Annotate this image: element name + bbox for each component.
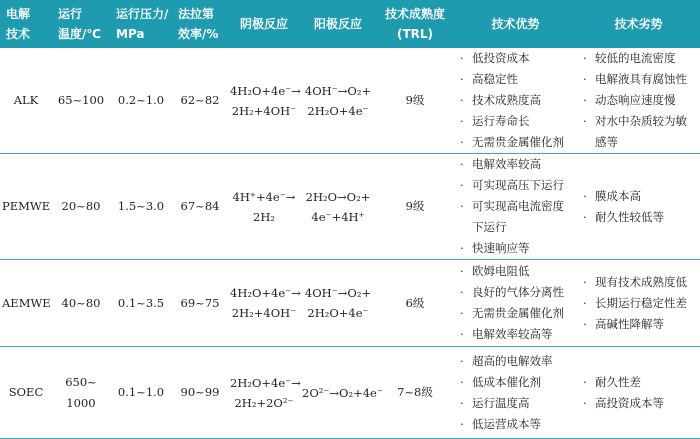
advantages-list [454,347,577,439]
list-item-text: 可实现高压下运行 [472,178,564,192]
bullet-icon: · [460,51,464,65]
anode-reaction [300,154,376,260]
list-item [583,132,698,153]
temp-line: 1000 [66,395,96,410]
cathode-reaction [228,154,300,260]
header-faraday: 法拉第 效率/% [172,0,228,48]
cathode-reaction [228,260,300,347]
operating-pressure: 0.2~1.0 [110,48,172,154]
list-item [460,303,575,324]
bullet-icon: · [460,178,464,192]
list-item [460,90,575,111]
list-item-text: 较低的电流密度 [595,51,676,65]
disadvantages-list [577,260,700,347]
bullet-icon: · [583,114,587,128]
list-item [460,132,575,153]
list-item [460,111,575,132]
list-item-text: 低成本催化剂 [472,374,541,389]
header-disadvantages: 技术劣势 [577,0,700,48]
anode-line: 2O²⁻→O₂+4e⁻ [302,385,383,400]
anode-line: 2H₂O→O₂+ [305,189,371,204]
list-item-text: 电解效率较高等 [472,327,553,341]
table-row [0,48,700,154]
bullet-icon: · [460,264,464,278]
tech-name: PEMWE [0,154,52,260]
bullet-icon: · [460,241,464,255]
bullet-icon: · [583,93,587,107]
list-item-text: 高碱性降解等 [595,316,664,331]
cathode-line: 4H₂O+4e⁻→ [230,286,301,300]
cathode-line: 4H₂O+4e⁻→ [230,83,301,98]
advantages-list [454,260,577,347]
advantages-list [454,48,577,154]
list-item [460,414,575,435]
cathode-reaction [228,48,300,154]
list-item-text: 运行寿命长 [472,114,530,128]
list-item [583,207,698,228]
table-row [0,260,700,347]
bullet-icon: · [583,295,587,310]
list-item [460,154,575,175]
list-item [460,393,575,414]
disadvantages-list [577,48,700,154]
bullet-icon: · [460,285,464,299]
list-item-text: 超高的电解效率 [472,353,553,368]
tech-name: ALK [0,48,52,154]
list-item-text: 长期运行稳定性差 [595,295,687,310]
list-item [583,272,698,293]
list-item-text: 电解效率较高 [472,157,541,171]
list-item-text: 低投资成本 [472,51,530,65]
list-item-text: 耐久性较低等 [595,209,664,224]
list-item-text: 对水中杂质较为敏 [595,114,687,128]
anode-line: 4OH⁻→O₂+ [304,83,372,98]
trl-level: 6级 [376,260,454,347]
tech-name: AEMWE [0,260,52,347]
list-item-text: 高投资成本等 [595,395,664,410]
operating-pressure: 0.1~3.5 [110,260,172,347]
faraday-efficiency: 69~75 [172,260,228,347]
table-row [0,154,700,260]
bullet-icon: · [583,316,587,331]
advantages-list [454,154,577,260]
list-item-text: 技术成熟度高 [472,93,541,107]
anode-reaction [300,347,383,439]
bullet-icon: · [583,395,587,410]
bullet-icon: · [460,157,464,171]
bullet-icon: · [460,306,464,320]
list-item [460,351,575,372]
bullet-icon: · [460,72,464,86]
operating-pressure: 0.1~1.0 [110,347,172,439]
list-item-text: 低运营成本等 [472,416,541,431]
list-item [583,69,698,90]
header-temp: 运行 温度/℃ [52,0,110,48]
list-item-text: 运行温度高 [472,395,530,410]
header-cathode: 阴极反应 [228,0,300,48]
list-item-text: 无需贵金属催化剂 [472,135,564,149]
bullet-icon: · [460,374,464,389]
list-item-text: 高稳定性 [472,72,518,86]
bullet-icon: · [583,51,587,65]
temp-line: 650~ [65,374,97,389]
header-advantages: 技术优势 [454,0,577,48]
operating-temperature [52,347,110,439]
list-item-text: 快速响应等 [472,241,530,255]
list-item [460,69,575,90]
list-item [583,111,698,132]
list-item-text: 感等 [595,135,618,149]
list-item [583,393,698,414]
bullet-icon: · [583,274,587,289]
cathode-line: 2H₂+4OH⁻ [231,306,297,320]
cathode-reaction [228,347,300,439]
list-item [583,90,698,111]
list-item-text: 动态响应速度慢 [595,93,676,107]
cathode-line: 2H₂+4OH⁻ [231,103,297,118]
header-pressure: 运行压力/ MPa [110,0,172,48]
list-item [460,217,575,238]
list-item [460,238,575,259]
list-item [583,186,698,207]
list-item-text: 膜成本高 [595,188,641,203]
bullet-icon: · [583,72,587,86]
trl-level: 9级 [376,48,454,154]
cathode-line: 2H₂+2O²⁻ [234,395,294,410]
anode-reaction [300,48,376,154]
list-item-text: 现有技术成熟度低 [595,274,687,289]
list-item-text: 耐久性差 [595,374,641,389]
cathode-line: 2H₂ [253,209,275,224]
header-row [0,0,700,48]
faraday-efficiency: 62~82 [172,48,228,154]
faraday-efficiency: 90~99 [172,347,228,439]
anode-reaction [300,260,376,347]
anode-line: 4e⁻+4H⁺ [311,209,365,224]
list-item-text: 下运行 [472,220,507,234]
list-item [460,282,575,303]
table-row [0,347,700,439]
operating-temperature: 65~100 [52,48,110,154]
list-item-text: 可实现高电流密度 [472,199,564,213]
anode-line: 2H₂O+4e⁻ [307,306,369,320]
faraday-efficiency: 67~84 [172,154,228,260]
tech-name: SOEC [0,347,52,439]
list-item [460,261,575,282]
header-trl: 技术成熟度 (TRL) [376,0,454,48]
header-tech: 电解 技术 [0,0,52,48]
list-item [583,48,698,69]
bullet-icon: · [460,395,464,410]
bullet-icon: · [460,327,464,341]
bullet-icon: · [460,93,464,107]
list-item [460,372,575,393]
anode-line: 2H₂O+4e⁻ [307,103,369,118]
operating-pressure: 1.5~3.0 [110,154,172,260]
bullet-icon: · [583,209,587,224]
cathode-line: 2H₂O+4e⁻→ [230,375,301,390]
list-item [583,314,698,335]
operating-temperature: 40~80 [52,260,110,347]
operating-temperature: 20~80 [52,154,110,260]
bullet-icon: · [460,135,464,149]
header-anode: 阳极反应 [300,0,376,48]
cathode-line: 4H⁺+4e⁻→ [232,189,296,204]
list-item-text: 良好的气体分离性 [472,285,564,299]
list-item [460,196,575,217]
trl-level: 7~8级 [376,347,454,439]
list-item [460,48,575,69]
anode-line: 4OH⁻→O₂+ [304,286,372,300]
list-item-text: 电解液具有腐蚀性 [595,72,687,86]
bullet-icon: · [460,114,464,128]
trl-level: 9级 [376,154,454,260]
bullet-icon: · [460,416,464,431]
disadvantages-list [577,154,700,260]
list-item-text: 无需贵金属催化剂 [472,306,564,320]
bullet-icon: · [460,199,464,213]
disadvantages-list [577,347,700,439]
bullet-icon: · [583,374,587,389]
list-item [460,175,575,196]
bullet-icon: · [460,353,464,368]
list-item [460,324,575,345]
list-item [583,293,698,314]
list-item [583,372,698,393]
bullet-icon: · [583,188,587,203]
list-item-text: 欧姆电阻低 [472,264,530,278]
